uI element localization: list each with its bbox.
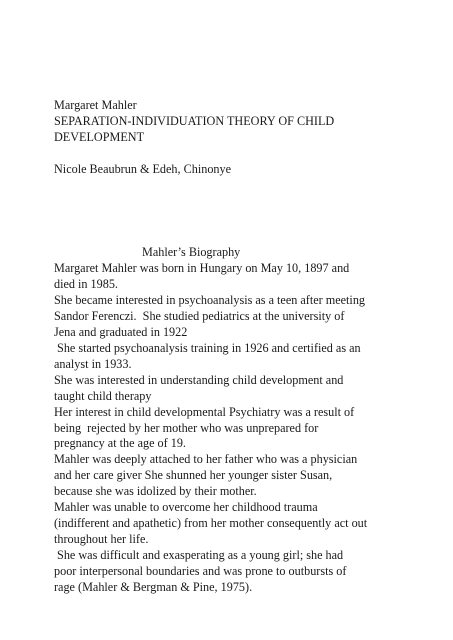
body-line: taught child therapy xyxy=(54,388,152,403)
body-line: She became interested in psychoanalysis as a teen after meeting xyxy=(54,292,366,307)
body-line: She was interested in understanding child development and xyxy=(54,372,344,387)
body-line: rage (Mahler & Bergman & Pine, 1975). xyxy=(54,580,253,594)
body-line: pregnancy at the age of 19. xyxy=(54,436,186,451)
body-line: poor interpersonal boundaries and was prone to outbursts of xyxy=(54,564,347,578)
title-line-1: SEPARATION-INDIVIDUATION THEORY OF CHILD xyxy=(54,114,335,128)
section-heading: Mahler’s Biography xyxy=(142,245,241,259)
body-line: Sandor Ferenczi. She studied pediatrics at the university of xyxy=(54,308,345,323)
body-line: Mahler was unable to overcome her childhood trauma xyxy=(54,500,318,515)
body-line: and her care giver She shunned her younger sister Susan, xyxy=(54,468,333,483)
author-name: Margaret Mahler xyxy=(54,98,137,112)
body-line: Mahler was deeply attached to her father who was a physician xyxy=(54,452,358,467)
body-line: analyst in 1933. xyxy=(54,356,132,371)
body-line: She was difficult and exasperating as a young girl; she had xyxy=(54,548,344,563)
body-line: (indifferent and apathetic) from her mother consequently act out xyxy=(54,516,368,531)
body-line: because she was idolized by their mother. xyxy=(54,484,257,499)
presenters-line: Nicole Beaubrun & Edeh, Chinonye xyxy=(54,162,232,176)
title-line-2: DEVELOPMENT xyxy=(54,130,145,144)
body-line: being rejected by her mother who was unprepared for xyxy=(54,420,319,435)
body-line: Margaret Mahler was born in Hungary on May 10, 1897 and xyxy=(54,261,350,275)
body-line: Her interest in child developmental Psychiatry was a result of xyxy=(54,404,355,419)
body-line: died in 1985. xyxy=(54,276,118,291)
body-line: throughout her life. xyxy=(54,532,149,547)
body-line: She started psychoanalysis training in 1926 and certified as an xyxy=(54,340,361,355)
body-line: Jena and graduated in 1922 xyxy=(54,324,188,339)
